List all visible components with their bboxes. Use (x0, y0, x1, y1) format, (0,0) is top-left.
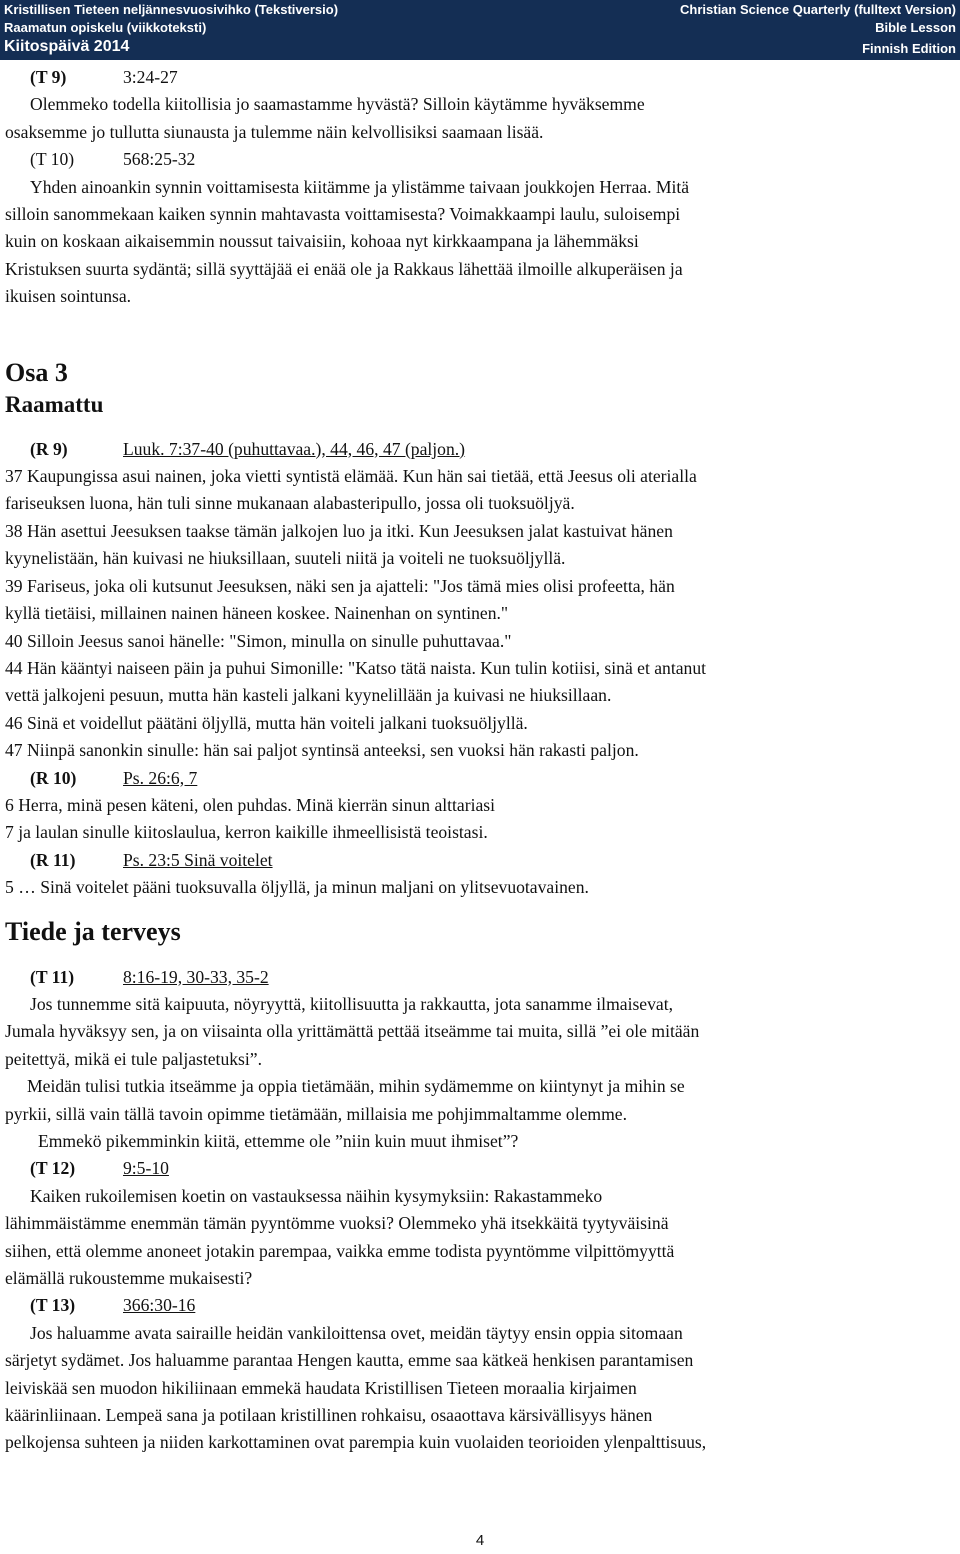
citation-reference: 8:16-19, 30-33, 35-2 (123, 966, 269, 987)
text-line: käärinliinaan. Lempeä sana ja potilaan kristillinen rohkaisu, osaaottava kärsivällisyys hänen (5, 1405, 653, 1426)
text-line: ikuisen sointunsa. (5, 286, 132, 307)
text-line: 6 Herra, minä pesen käteni, olen puhdas. Minä kierrän sinun alttariasi (5, 794, 496, 815)
section-subtitle: Raamattu (5, 391, 104, 417)
citation-r10 (5, 765, 953, 792)
section-title: Osa 3 (5, 357, 68, 387)
text-line: 5 … Sinä voitelet pääni tuoksuvalla öljyllä, ja minun maljani on ylitsevuotavainen. (5, 877, 589, 898)
citation-t10 (5, 146, 953, 173)
text-line: peitettyä, mikä ei tule paljastetuksi”. (5, 1048, 262, 1069)
text-line: Emmekö pikemminkin kiitä, ettemme ole ”niin kuin muut ihmiset”? (38, 1131, 519, 1151)
citation-label: (R 11) (30, 849, 76, 870)
section-title: Tiede ja terveys (5, 916, 181, 946)
text-line: 38 Hän asettui Jeesuksen taakse tämän jalkojen luo ja itki. Kun Jeesuksen jalat kastuivat hänen (5, 520, 673, 541)
text-line: Yhden ainoankin synnin voittamisesta kiitämme ja ylistämme taivaan joukkojen Herraa. Mitä (30, 176, 690, 197)
page-header (0, 0, 960, 60)
citation-reference: Luuk. 7:37-40 (puhuttavaa.), 44, 46, 47 (paljon.) (123, 438, 466, 459)
text-line: Jos haluamme avata sairaille heidän vankiloittensa ovet, meidän täytyy ensin oppia sitomaan (30, 1322, 683, 1343)
text-line: elämällä rukoustemme mukaisesti? (5, 1268, 253, 1289)
text-line: fariseuksen luona, hän tuli sinne mukanaan alabasteripullo, jossa oli tuoksuöljyä. (5, 493, 575, 514)
text-line: pelkojensa suhteen ja niiden karkottaminen ovat parempia kuin vuolaiden teorioiden ylenpalttisuus, (5, 1432, 707, 1453)
text-line: 46 Sinä et voidellut päätäni öljyllä, mutta hän voiteli jalkani tuoksuöljyllä. (5, 712, 528, 733)
citation-label: (T 11) (30, 966, 75, 987)
citation-reference: Ps. 26:6, 7 (123, 767, 198, 788)
citation-t11 (5, 964, 953, 991)
citation-reference: 9:5-10 (123, 1158, 169, 1179)
citation-r9 (5, 436, 953, 463)
citation-r11 (5, 847, 953, 874)
page-number: 4 (475, 1532, 485, 1549)
text-line: 44 Hän kääntyi naiseen päin ja puhui Simonille: "Katso tätä naista. Kun tulin kotiisi, sinä et antanut (5, 657, 707, 678)
citation-label: (R 9) (30, 438, 68, 459)
citation-t12 (5, 1155, 953, 1182)
citation-label: (T 13) (30, 1295, 76, 1316)
text-line: 40 Silloin Jeesus sanoi hänelle: "Simon, minulla on sinulle puhuttavaa." (5, 630, 512, 651)
text-line: silloin sanommekaan kaiken synnin mahtavasta voittamisesta? Voimakkaampi laulu, suloisempi (5, 204, 681, 225)
citation-label: (R 10) (30, 767, 77, 788)
text-line: Kaiken rukoilemisen koetin on vastauksessa näihin kysymyksiin: Rakastammeko (30, 1185, 603, 1206)
citation-label: (T 9) (30, 67, 67, 87)
text-line: kyllä tietäisi, millainen nainen häneen koskee. Nainenhan on syntinen." (5, 603, 509, 624)
text-line: kuin on koskaan aikaisemmin noussut taivaisiin, kohoaa nyt kirkkaampana ja lähemmäksi (5, 231, 639, 252)
text-line: Kristuksen suurta sydäntä; sillä syyttäjää ei enää ole ja Rakkaus lähettää ilmoille alkuperäisen ja (5, 258, 683, 279)
text-line: Jos tunnemme sitä kaipuuta, nöyryyttä, kiitollisuutta ja rakkautta, jota sanamme ilmaisevat, (30, 993, 674, 1014)
text-line: pyrkii, sillä vain tällä tavoin opimme tietämään, millaisia me pohjimmaltamme olemme. (5, 1103, 627, 1124)
text-line: 37 Kaupungissa asui nainen, joka vietti syntistä elämää. Kun hän sai tietää, että Jeesus oli aterialla (5, 466, 697, 487)
text-line: Jumala hyväksyy sen, ja on viisainta olla yrittämättä pettää itseämme tai muita, sillä ”ei ole mitään (5, 1021, 700, 1042)
text-line: vettä jalkojeni pesuun, mutta hän kasteli jalkani kyynelillään ja kuivasi ne hiuksillaan. (5, 685, 612, 706)
citation-reference: 3:24-27 (123, 67, 178, 87)
citation-t13 (5, 1292, 953, 1319)
citation-label: (T 10) (30, 149, 75, 170)
text-line: Meidän tulisi tutkia itseämme ja oppia tietämään, mihin sydämemme on kiintynyt ja mihin se (27, 1076, 685, 1097)
text-line: Olemmeko todella kiitollisia jo saamastamme hyvästä? Silloin käytämme hyväksemme (30, 94, 645, 115)
text-line: 47 Niinpä sanonkin sinulle: hän sai paljot syntinsä anteeksi, sen vuoksi hän rakasti paljon. (5, 740, 639, 761)
header-edition: Finnish Edition (862, 41, 956, 56)
text-line: osaksemme jo tullutta siunausta ja tulemme näin kelvollisiksi saamaan lisää. (5, 121, 544, 142)
text-line: 39 Fariseus, joka oli kutsunut Jeesuksen, näki sen ja ajatteli: "Jos tämä mies olisi profeetta, hän (5, 575, 675, 596)
header-lesson-title: Kiitospäivä 2014 (4, 38, 130, 55)
text-line: särjetyt sydämet. Jos haluamme parantaa Hengen kautta, emme saa kätkeä henkisen parantamisen (5, 1350, 694, 1371)
citation-reference: 568:25-32 (123, 149, 196, 170)
citation-reference: Ps. 23:5 Sinä voitelet (123, 849, 273, 870)
citation-label: (T 12) (30, 1158, 76, 1179)
citation-reference: 366:30-16 (123, 1295, 196, 1316)
text-line: leiviskää sen muodon hikiliinaan emmekä haudata Kristillisen Tieteen moraalia kirjaimen (5, 1377, 637, 1398)
text-line: 7 ja laulan sinulle kiitoslaulua, kerron kaikille ihmeellisistä teoistasi. (5, 822, 488, 843)
lesson-content (5, 64, 953, 1457)
text-line: kyynelistään, hän kuivasi ne hiuksillaan, suuteli niitä ja voiteli ne tuoksuöljyllä. (5, 548, 566, 569)
text-line: siihen, että olemme anoneet jotakin parempaa, vaikka emme todista pyyntömme vilpittömyyttä (5, 1240, 675, 1261)
citation-t9 (5, 64, 953, 91)
header-lesson-type: Raamatun opiskelu (viikkoteksti) (4, 20, 207, 35)
header-publication-title: Kristillisen Tieteen neljännesvuosivihko (Tekstiversio) (4, 2, 339, 17)
text-line: lähimmäistämme enemmän tämän pyyntömme vuoksi? Olemmeko yhä itsekkäitä tyytyväisinä (5, 1213, 669, 1234)
header-english-title: Christian Science Quarterly (fulltext Version) (680, 2, 956, 17)
header-bible-lesson: Bible Lesson (875, 20, 956, 35)
